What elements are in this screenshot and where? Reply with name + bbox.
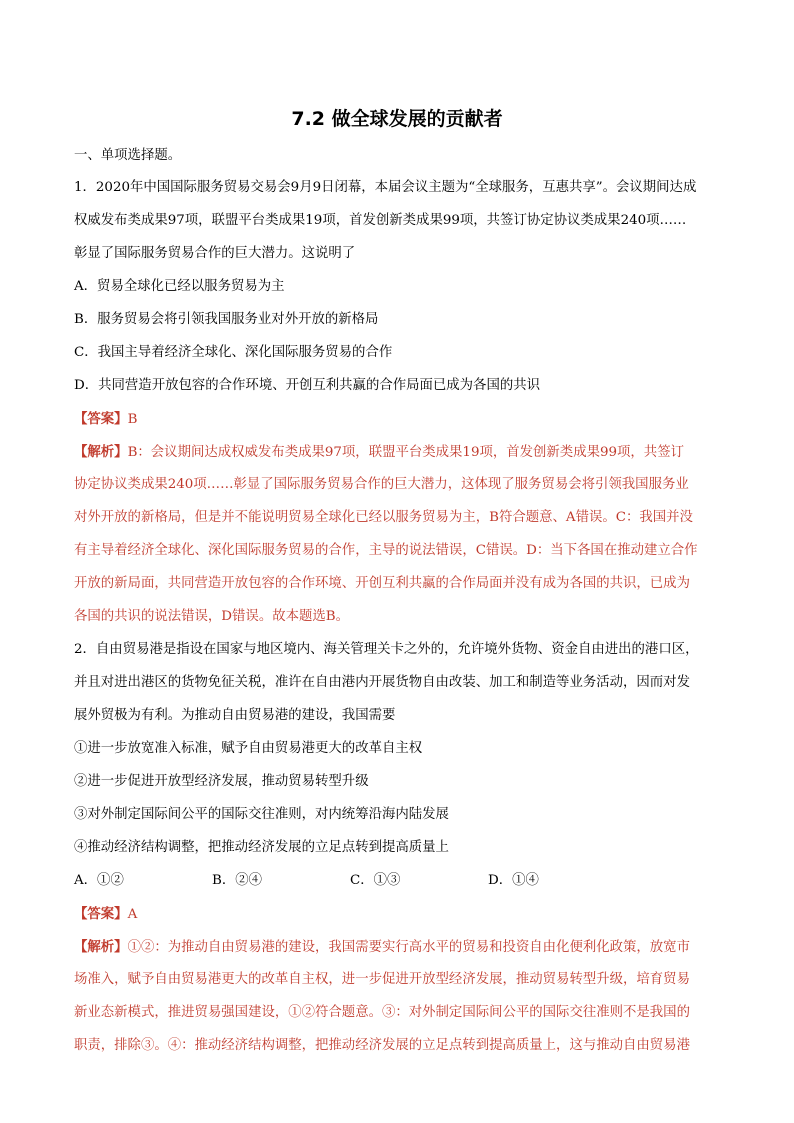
q2-analysis-text-1: ①②：为推动自由贸易港的建设，我国需要实行高水平的贸易和投资自由化便利化政策，放宽市 xyxy=(127,940,690,955)
q2-option-a: A．①② xyxy=(74,873,124,888)
q1-analysis-line-4: 有主导着经济全球化、深化国际服务贸易的合作，主导的说法错误，C错误。D：当下各国在推动建立合作 xyxy=(74,543,698,558)
section-heading: 一、单项选择题。 xyxy=(74,148,182,163)
q2-item-4: ④推动经济结构调整，把推动经济发展的立足点转到提高质量上 xyxy=(74,840,449,855)
q1-analysis-line-5: 开放的新局面，共同营造开放包容的合作环境、开创互利共赢的合作局面并没有成为各国的共识，已成为 xyxy=(74,576,690,591)
q2-analysis-line-2: 场准入，赋予自由贸易港更大的改革自主权，进一步促进开放型经济发展，推动贸易转型升级，培育贸易 xyxy=(74,972,690,987)
q2-option-c: C．①③ xyxy=(350,873,401,888)
q2-item-1: ①进一步放宽准入标准，赋予自由贸易港更大的改革自主权 xyxy=(74,741,423,756)
q1-analysis-label: 【解析】 xyxy=(74,444,128,460)
q2-option-b: B．②④ xyxy=(212,873,263,888)
q1-analysis-line-6: 各国的共识的说法错误，D错误。故本题选B。 xyxy=(74,609,349,624)
q1-option-c: C．我国主导着经济全球化、深化国际服务贸易的合作 xyxy=(74,345,393,360)
q2-stem-line-1: 2．自由贸易港是指设在国家与地区境内、海关管理关卡之外的，允许境外货物、资金自由进出的港口区， xyxy=(74,642,699,657)
q2-answer-label: 【答案】 xyxy=(74,906,128,922)
q2-stem-line-2: 并且对进出港区的货物免征关税，准许在自由港内开展货物自由改装、加工和制造等业务活动，因而对发 xyxy=(74,675,690,690)
q1-option-d: D．共同营造开放包容的合作环境、开创互利共赢的合作局面已成为各国的共识 xyxy=(74,378,541,393)
q1-answer-value: B xyxy=(127,412,138,427)
q1-answer-label: 【答案】 xyxy=(74,411,128,427)
q1-stem-line-2: 权威发布类成果97项，联盟平台类成果19项，首发创新类成果99项，共签订协定协议类成果240项…… xyxy=(74,213,687,228)
q1-option-a: A．贸易全球化已经以服务贸易为主 xyxy=(74,279,285,294)
q2-answer-value: A xyxy=(127,907,138,922)
q1-analysis-line-2: 协定协议类成果240项……彰显了国际服务贸易合作的巨大潜力，这体现了服务贸易会将引领我国服务业 xyxy=(74,477,689,492)
q1-analysis-text-1: B：会议期间达成权威发布类成果97项，联盟平台类成果19项，首发创新类成果99项，共签订 xyxy=(127,445,684,460)
q1-option-b: B．服务贸易会将引领我国服务业对外开放的新格局 xyxy=(74,312,379,327)
q1-stem-line-1: 1．2020年中国国际服务贸易交易会9月9日闭幕，本届会议主题为“全球服务，互惠共享”。会议期间达成 xyxy=(74,180,697,195)
q2-analysis-line-3: 新业态新模式，推进贸易强国建设，①②符合题意。③：对外制定国际间公平的国际交往准则不是我国的 xyxy=(74,1005,690,1020)
q2-item-2: ②进一步促进开放型经济发展，推动贸易转型升级 xyxy=(74,774,369,789)
q2-option-d: D．①④ xyxy=(488,873,539,888)
q2-item-3: ③对外制定国际间公平的国际交往准则，对内统筹沿海内陆发展 xyxy=(74,807,449,822)
q2-analysis-label: 【解析】 xyxy=(74,939,128,955)
q2-answer xyxy=(74,904,137,925)
q1-analysis-line-1 xyxy=(74,442,684,463)
q2-stem-line-3: 展外贸极为有利。为推动自由贸易港的建设，我国需要 xyxy=(74,708,396,723)
q1-analysis-line-3: 对外开放的新格局，但是并不能说明贸易全球化已经以服务贸易为主，B符合题意、A错误。C：我国并没 xyxy=(74,510,693,525)
page-title: 7.2 做全球发展的贡献者 xyxy=(291,108,503,130)
q1-answer xyxy=(74,409,137,430)
q2-analysis-line-4: 职责，排除③。④：推动经济结构调整，把推动经济发展的立足点转到提高质量上，这与推动自由贸易港 xyxy=(74,1038,690,1053)
q2-analysis-line-1 xyxy=(74,937,690,958)
q1-stem-line-3: 彰显了国际服务贸易合作的巨大潜力。这说明了 xyxy=(74,246,356,261)
